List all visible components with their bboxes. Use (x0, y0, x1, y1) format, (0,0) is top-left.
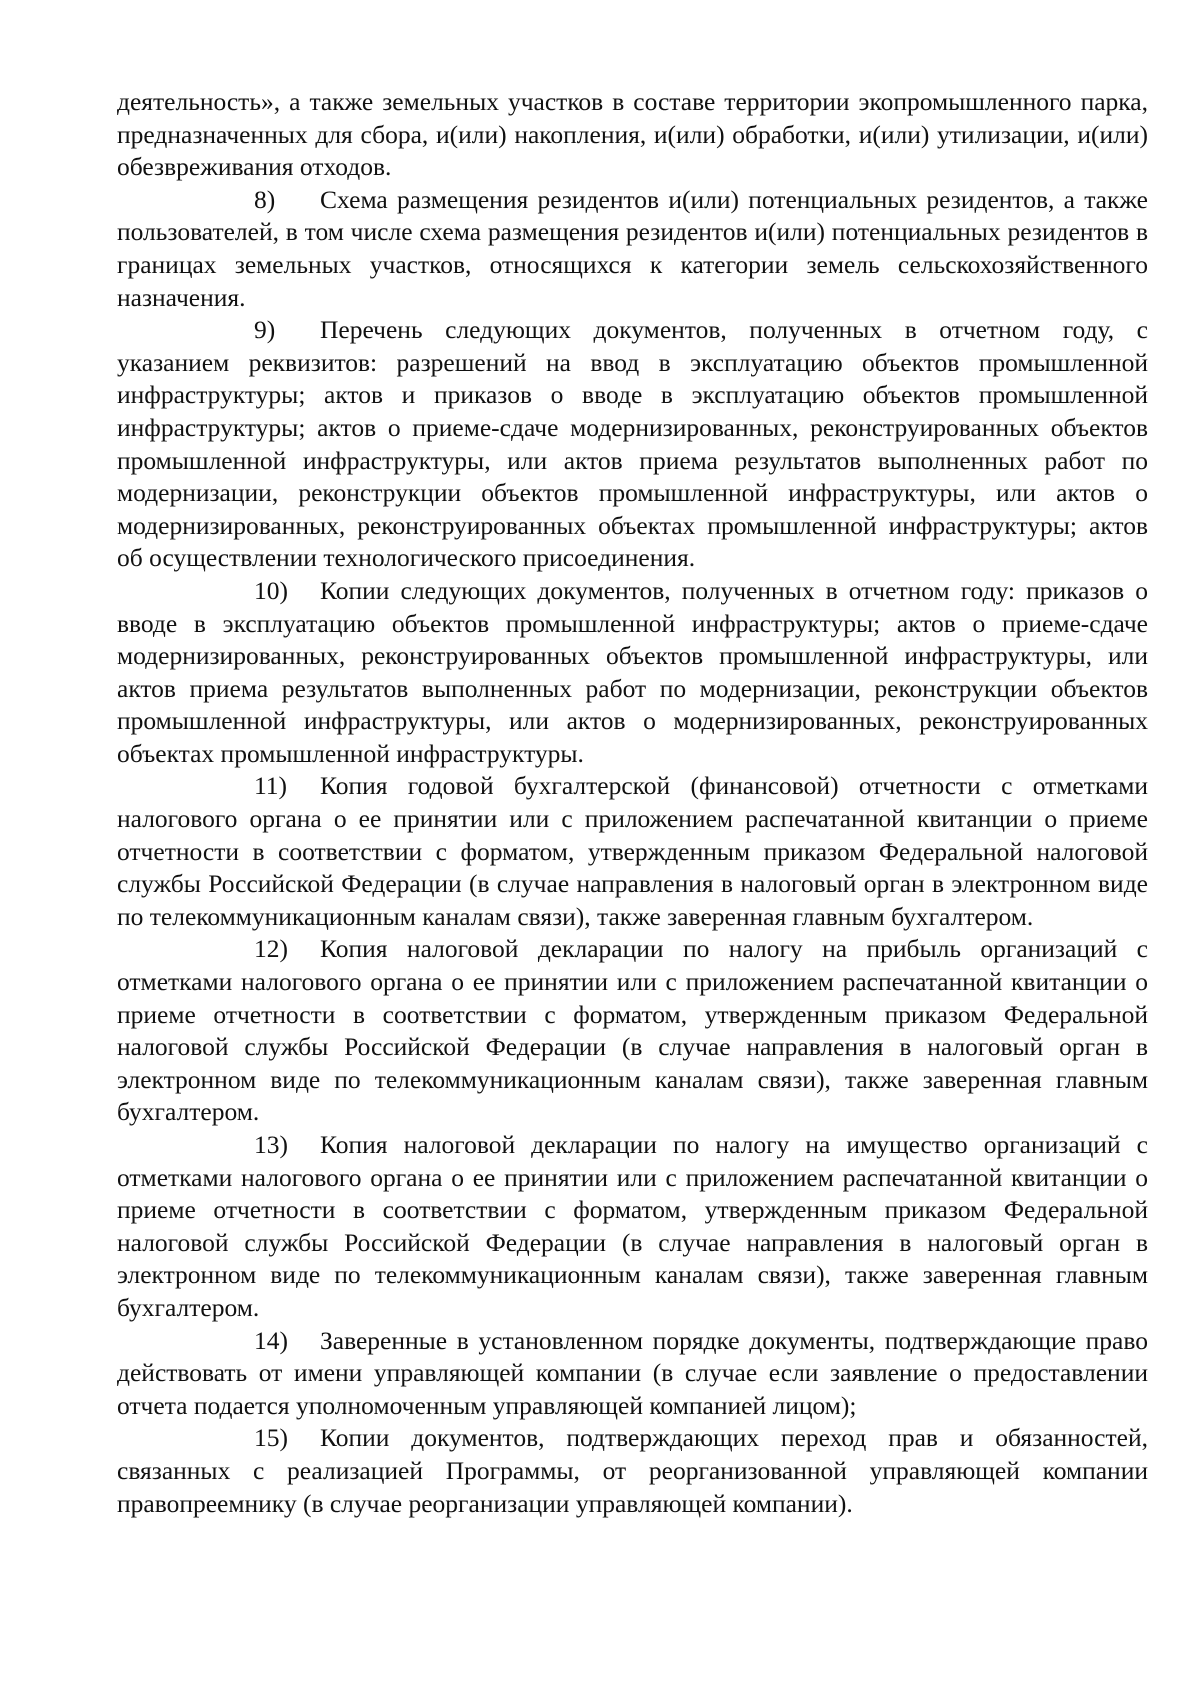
paragraph-text: деятельность», а также земельных участков в составе территории экопромышленного парка, предназначенных для сбора, и(или) накопления, и(или) обработки, и(или) утилизации, и(или) обезвреживания отходов. (117, 87, 1148, 182)
list-item-number: 11) (254, 771, 288, 801)
list-item-12 (117, 933, 1148, 1129)
list-item-number: 14) (254, 1325, 288, 1355)
list-item-13 (117, 1129, 1148, 1325)
list-item-text: Копия налоговой декларации по налогу на прибыль организаций с отметками налогового органа о ее принятии или с приложением распечатанной квитанции о приеме отчетности в соответствии с форматом, утвержденным приказом Федеральной налоговой службы Российской Федерации (в случае направления в налоговый орган в электронном виде по телекоммуникационным каналам связи), также заверенная главным бухгалтером. (117, 934, 1148, 1127)
list-item-10 (117, 575, 1148, 771)
list-item-14 (117, 1325, 1148, 1423)
list-item-text: Заверенные в установленном порядке документы, подтверждающие право действовать от имени управляющей компании (в случае если заявление о предоставлении отчета подается уполномоченным управляющей компанией лицом); (117, 1325, 1148, 1420)
list-item-11 (117, 770, 1148, 933)
list-item-text: Перечень следующих документов, полученных в отчетном году, с указанием реквизитов: разрешений на ввод в эксплуатацию объектов промышленной инфраструктуры; актов и приказов о вводе в эксплуатацию объектов промышленной инфраструктуры; актов о приеме-сдаче модернизированных, реконструированных объектов промышленной инфраструктуры, или актов приема результатов выполненных работ по модернизации, реконструкции объектов промышленной инфраструктуры, или актов о модернизированных, реконструированных объектах промышленной инфраструктуры; актов об осуществлении технологического присоединения. (117, 315, 1148, 573)
paragraph-continuation (117, 86, 1148, 184)
list-item-number: 12) (254, 934, 288, 964)
list-item-text: Копия налоговой декларации по налогу на имущество организаций с отметками налогового органа о ее принятии или с приложением распечатанной квитанции о приеме отчетности в соответствии с форматом, утвержденным приказом Федеральной налоговой службы Российской Федерации (в случае направления в налоговый орган в электронном виде по телекоммуникационным каналам связи), также заверенная главным бухгалтером. (117, 1130, 1148, 1322)
list-item-text: Копия годовой бухгалтерской (финансовой) отчетности с отметками налогового органа о ее принятии или с приложением распечатанной квитанции о приеме отчетности в соответствии с форматом, утвержденным приказом Федеральной налоговой службы Российской Федерации (в случае направления в налоговый орган в электронном виде по телекоммуникационным каналам связи), также заверенная главным бухгалтером. (117, 771, 1148, 931)
list-item-text: Копии документов, подтверждающих переход прав и обязанностей, связанных с реализацией Программы, от реорганизованной управляющей компании правопреемнику (в случае реорганизации управляющей компании). (117, 1423, 1148, 1518)
list-item-number: 15) (254, 1423, 288, 1453)
list-item-number: 8) (254, 184, 276, 214)
list-item-8 (117, 184, 1148, 314)
list-item-15 (117, 1422, 1148, 1520)
list-item-number: 9) (254, 315, 276, 345)
document-body (117, 86, 1148, 1520)
list-item-number: 10) (254, 575, 288, 605)
list-item-text: Схема размещения резидентов и(или) потенциальных резидентов, а также пользователей, в том числе схема размещения резидентов и(или) потенциальных резидентов в границах земельных участков, относящихся к категории земель сельскохозяйственного назначения. (117, 184, 1148, 312)
list-item-text: Копии следующих документов, полученных в отчетном году: приказов о вводе в эксплуатацию объектов промышленной инфраструктуры; актов о приеме-сдаче модернизированных, реконструированных объектов промышленной инфраструктуры, или актов приема результатов выполненных работ по модернизации, реконструкции объектов промышленной инфраструктуры, или актов о модернизированных, реконструированных объектах промышленной инфраструктуры. (117, 575, 1148, 768)
list-item-9 (117, 314, 1148, 575)
list-item-number: 13) (254, 1130, 288, 1159)
